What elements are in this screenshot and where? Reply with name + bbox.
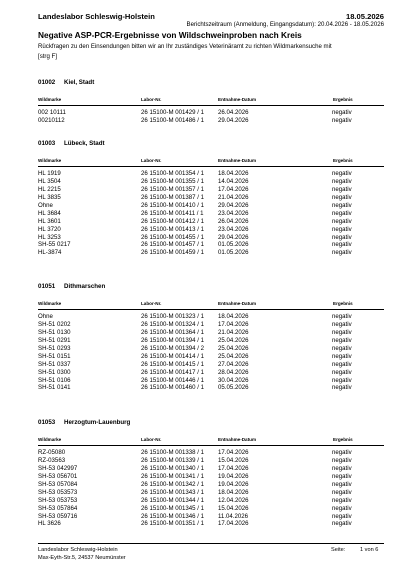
cell-entnahme-datum: 25.04.2026 [218,336,249,344]
cell-wildmarke: SH-53 053573 [38,488,78,496]
cell-ergebnis: negativ [332,241,352,249]
district-code: 01053 [38,419,56,426]
table-body [38,449,384,528]
cell-entnahme-datum: 15.04.2026 [218,456,249,464]
table-row [38,449,384,457]
table-row [38,241,384,249]
cell-labor-nr: 26 15100-M 001342 / 1 [141,480,205,488]
cell-ergebnis: negativ [332,320,352,328]
table-row [38,497,384,505]
cell-ergebnis: negativ [332,193,352,201]
cell-labor-nr: 26 15100-M 001459 / 1 [141,249,205,257]
cell-wildmarke: SH-51 0337 [38,360,71,368]
cell-labor-nr: 26 15100-M 001394 / 1 [141,336,205,344]
table-row [38,186,384,194]
column-header-wildmarke: Wildmarke [38,301,62,306]
cell-labor-nr: 26 15100-M 001446 / 1 [141,376,205,384]
column-header-labor-nr: Labor-Nr. [141,301,162,306]
column-header-entnahme-datum: Entnahme-Datum [218,301,257,306]
cell-entnahme-datum: 15.04.2026 [218,504,249,512]
header-date: 18.05.2026 [345,12,384,21]
cell-ergebnis: negativ [332,368,352,376]
cell-entnahme-datum: 18.04.2026 [218,313,249,320]
cell-wildmarke: RZ-05080 [38,449,66,456]
cell-labor-nr: 26 15100-M 001338 / 1 [141,449,205,456]
cell-wildmarke: SH-53 059716 [38,512,78,520]
cell-ergebnis: negativ [332,217,352,225]
cell-entnahme-datum: 12.04.2026 [218,496,249,504]
column-header-ergebnis: Ergebnis [333,437,353,442]
cell-wildmarke: SH-51 0106 [38,376,71,384]
cell-labor-nr: 26 15100-M 001339 / 1 [141,456,205,464]
table-header [38,437,384,446]
cell-entnahme-datum: 14.04.2026 [218,177,249,185]
cell-labor-nr: 26 15100-M 001387 / 1 [141,193,205,201]
cell-entnahme-datum: 19.04.2026 [218,480,249,488]
table-row [38,337,384,345]
cell-wildmarke: SH-51 0141 [38,384,71,392]
table-row [38,457,384,465]
cell-entnahme-datum: 29.04.2026 [218,116,249,124]
cell-entnahme-datum: 29.04.2026 [218,201,249,209]
district-section [38,140,384,257]
footer-divider [38,543,384,544]
cell-entnahme-datum: 21.04.2026 [218,328,249,336]
cell-wildmarke: 00210112 [38,116,65,124]
cell-wildmarke: HL 2215 [38,185,61,193]
cell-wildmarke: HL 3504 [38,177,61,185]
cell-ergebnis: negativ [332,185,352,193]
district-name: Lübeck, Stadt [64,140,105,147]
cell-entnahme-datum: 18.04.2026 [218,170,249,177]
cell-wildmarke: SH-51 0293 [38,344,71,352]
district-section [38,79,384,125]
cell-ergebnis: negativ [332,472,352,480]
district-code: 01002 [38,79,56,86]
cell-wildmarke: HL 3253 [38,233,61,241]
cell-labor-nr: 26 15100-M 001364 / 1 [141,328,205,336]
cell-labor-nr: 26 15100-M 001457 / 1 [141,241,205,249]
table-row [38,170,384,178]
table-row [38,345,384,353]
cell-wildmarke: HL 3835 [38,193,61,201]
district-section [38,419,384,528]
column-header-entnahme-datum: Entnahme-Datum [218,97,257,102]
cell-entnahme-datum: 23.04.2026 [218,209,249,217]
cell-ergebnis: negativ [332,352,352,360]
cell-ergebnis: negativ [332,456,352,464]
cell-labor-nr: 26 15100-M 001355 / 1 [141,177,205,185]
table-row [38,210,384,218]
cell-wildmarke: HL 3684 [38,209,61,217]
cell-labor-nr: 26 15100-M 001411 / 1 [141,209,204,217]
cell-wildmarke: SH-55 0217 [38,241,71,249]
district-title [38,140,384,149]
cell-entnahme-datum: 01.05.2026 [218,249,249,257]
table-header [38,97,384,106]
table-row [38,353,384,361]
cell-ergebnis: negativ [332,384,352,392]
table-row [38,489,384,497]
column-header-ergebnis: Ergebnis [333,158,353,163]
district-title [38,79,384,88]
column-header-wildmarke: Wildmarke [38,158,62,163]
cell-ergebnis: negativ [332,313,352,320]
cell-wildmarke: SH-53 057084 [38,480,78,488]
cell-wildmarke: HL 3720 [38,225,61,233]
cell-ergebnis: negativ [332,480,352,488]
cell-ergebnis: negativ [332,249,352,257]
table-row [38,234,384,242]
district-name: Dithmarschen [64,283,106,290]
cell-entnahme-datum: 30.04.2026 [218,376,249,384]
cell-wildmarke: SH-53 042997 [38,464,78,472]
cell-wildmarke: HL 3626 [38,520,61,528]
cell-labor-nr: 26 15100-M 001429 / 1 [141,109,205,116]
header-report-period: Berichtszeitraum (Anmeldung, Eingangsdatum): 20.04.2026 - 18.05.2026 [186,21,384,28]
cell-labor-nr: 26 15100-M 001344 / 1 [141,496,205,504]
cell-ergebnis: negativ [332,449,352,456]
cell-entnahme-datum: 21.04.2026 [218,193,249,201]
cell-labor-nr: 26 15100-M 001340 / 1 [141,464,205,472]
cell-entnahme-datum: 18.04.2026 [218,488,249,496]
cell-labor-nr: 26 15100-M 001343 / 1 [141,488,205,496]
table-row [38,329,384,337]
cell-entnahme-datum: 17.04.2026 [218,464,249,472]
table-row [38,377,384,385]
district-name: Herzogtum-Lauenburg [64,419,131,426]
cell-ergebnis: negativ [332,376,352,384]
cell-entnahme-datum: 17.04.2026 [218,520,249,528]
table-row [38,249,384,257]
cell-labor-nr: 26 15100-M 001460 / 1 [141,384,205,392]
cell-wildmarke: SH-51 0202 [38,320,71,328]
cell-entnahme-datum: 11.04.2026 [218,512,249,520]
cell-entnahme-datum: 26.04.2026 [218,217,249,225]
cell-wildmarke: HL 1919 [38,170,61,177]
cell-ergebnis: negativ [332,488,352,496]
cell-labor-nr: 26 15100-M 001455 / 1 [141,233,205,241]
column-header-entnahme-datum: Entnahme-Datum [218,437,257,442]
table-row [38,384,384,392]
table-row [38,226,384,234]
cell-ergebnis: negativ [332,520,352,528]
district-title [38,419,384,428]
table-row [38,361,384,369]
cell-entnahme-datum: 27.04.2026 [218,360,249,368]
cell-wildmarke: SH-51 0300 [38,368,71,376]
cell-wildmarke: SH-53 056701 [38,472,78,480]
table-row [38,513,384,521]
cell-labor-nr: 26 15100-M 001346 / 1 [141,512,205,520]
table-row [38,194,384,202]
district-title [38,283,384,292]
table-body [38,170,384,257]
report-title: Negative ASP-PCR-Ergebnisse von Wildschweinproben nach Kreis [38,30,302,40]
cell-entnahme-datum: 17.04.2026 [218,449,249,456]
cell-wildmarke: HL 3601 [38,217,61,225]
cell-labor-nr: 26 15100-M 001351 / 1 [141,520,205,528]
column-header-entnahme-datum: Entnahme-Datum [218,158,257,163]
table-body [38,313,384,392]
table-header [38,158,384,167]
cell-ergebnis: negativ [332,464,352,472]
column-header-wildmarke: Wildmarke [38,437,62,442]
report-description: Rückfragen zu den Einsendungen bitten wir an Ihr zuständiges Veterinäramt zu richten Wildmarkensuche mit [strg F] [38,43,332,60]
cell-ergebnis: negativ [332,201,352,209]
footer-lab-name: Landeslabor Schleswig-Holstein [38,547,118,553]
column-header-wildmarke: Wildmarke [38,97,62,102]
column-header-ergebnis: Ergebnis [333,301,353,306]
table-row [38,313,384,321]
cell-ergebnis: negativ [332,225,352,233]
cell-labor-nr: 26 15100-M 001413 / 1 [141,225,205,233]
cell-ergebnis: negativ [332,177,352,185]
cell-ergebnis: negativ [332,360,352,368]
district-name: Kiel, Stadt [64,79,95,86]
column-header-ergebnis: Ergebnis [333,97,353,102]
cell-labor-nr: 26 15100-M 001486 / 1 [141,116,205,124]
table-header [38,301,384,310]
table-row [38,369,384,377]
cell-labor-nr: 26 15100-M 001410 / 1 [141,201,205,209]
cell-labor-nr: 26 15100-M 001394 / 2 [141,344,205,352]
cell-ergebnis: negativ [332,109,352,116]
table-row [38,505,384,513]
cell-ergebnis: negativ [332,504,352,512]
table-row [38,481,384,489]
cell-entnahme-datum: 29.04.2026 [218,233,249,241]
cell-ergebnis: negativ [332,328,352,336]
cell-wildmarke: 002 10111 [38,109,66,116]
cell-ergebnis: negativ [332,344,352,352]
table-body [38,109,384,125]
cell-labor-nr: 26 15100-M 001341 / 1 [141,472,205,480]
cell-wildmarke: SH-51 0130 [38,328,71,336]
table-row [38,117,384,125]
district-section [38,283,384,392]
cell-labor-nr: 26 15100-M 001357 / 1 [141,185,205,193]
footer-page-number: 1 von 6 [360,547,379,553]
cell-entnahme-datum: 19.04.2026 [218,472,249,480]
cell-ergebnis: negativ [332,496,352,504]
cell-entnahme-datum: 01.05.2026 [218,241,249,249]
cell-wildmarke: Ohne [38,201,53,209]
cell-ergebnis: negativ [332,336,352,344]
cell-entnahme-datum: 25.04.2026 [218,352,249,360]
table-row [38,465,384,473]
cell-labor-nr: 26 15100-M 001354 / 1 [141,170,205,177]
cell-entnahme-datum: 25.04.2026 [218,344,249,352]
table-row [38,202,384,210]
cell-entnahme-datum: 28.04.2026 [218,368,249,376]
cell-wildmarke: SH-51 0291 [38,336,71,344]
header-lab-name: Landeslabor Schleswig-Holstein [38,12,155,21]
table-row [38,473,384,481]
cell-wildmarke: HL-3874 [38,249,62,257]
cell-ergebnis: negativ [332,209,352,217]
cell-labor-nr: 26 15100-M 001414 / 1 [141,352,205,360]
cell-labor-nr: 26 15100-M 001412 / 1 [141,217,205,225]
cell-wildmarke: SH-51 0151 [38,352,71,360]
district-code: 01051 [38,283,56,290]
table-row [38,520,384,528]
table-row [38,109,384,117]
cell-labor-nr: 26 15100-M 001415 / 1 [141,360,205,368]
footer-address: Max-Eyth-Str.5, 24537 Neumünster [38,555,126,561]
cell-entnahme-datum: 17.04.2026 [218,320,249,328]
column-header-labor-nr: Labor-Nr. [141,437,162,442]
cell-wildmarke: SH-53 053753 [38,496,78,504]
cell-wildmarke: SH-53 057864 [38,504,78,512]
cell-entnahme-datum: 26.04.2026 [218,109,249,116]
cell-wildmarke: RZ-03563 [38,456,66,464]
table-row [38,321,384,329]
cell-labor-nr: 26 15100-M 001323 / 1 [141,313,205,320]
table-row [38,218,384,226]
column-header-labor-nr: Labor-Nr. [141,158,162,163]
cell-ergebnis: negativ [332,512,352,520]
cell-ergebnis: negativ [332,170,352,177]
cell-labor-nr: 26 15100-M 001417 / 1 [141,368,205,376]
cell-wildmarke: Ohne [38,313,53,320]
cell-labor-nr: 26 15100-M 001345 / 1 [141,504,205,512]
cell-labor-nr: 26 15100-M 001324 / 1 [141,320,205,328]
footer-page-label: Seite: [331,547,346,553]
column-header-labor-nr: Labor-Nr. [141,97,162,102]
cell-entnahme-datum: 23.04.2026 [218,225,249,233]
table-row [38,178,384,186]
cell-ergebnis: negativ [332,116,352,124]
district-code: 01003 [38,140,56,147]
cell-entnahme-datum: 05.05.2026 [218,384,249,392]
cell-entnahme-datum: 17.04.2026 [218,185,249,193]
cell-ergebnis: negativ [332,233,352,241]
